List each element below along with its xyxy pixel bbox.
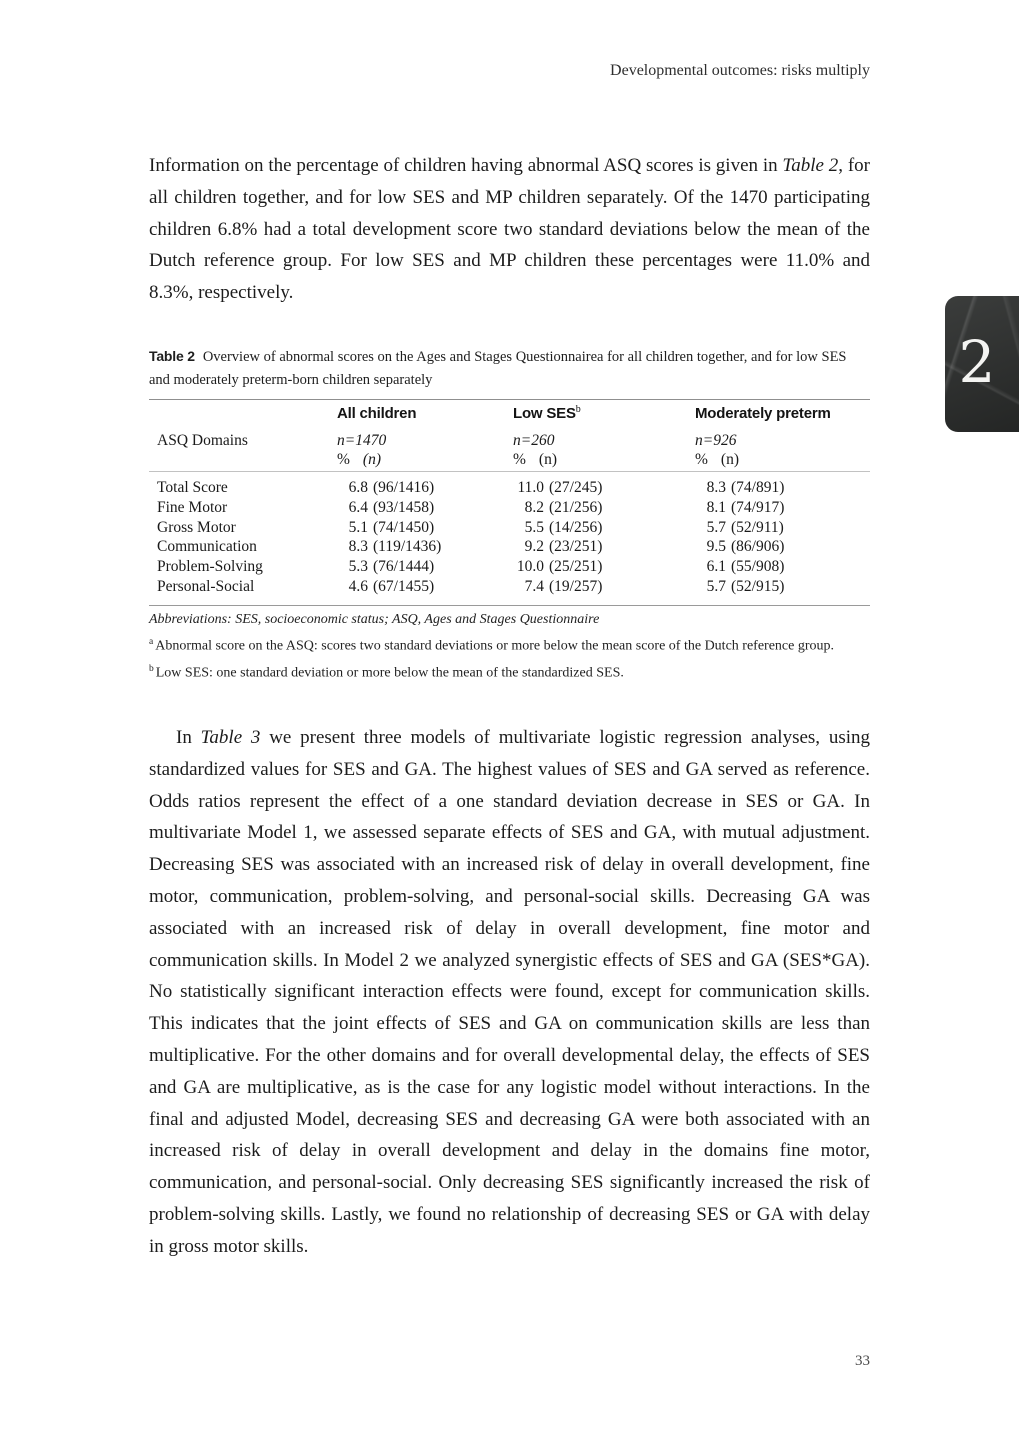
table-header xyxy=(149,399,870,472)
table-row: Fine Motor 6.4 (93/1458) 8.2 (21/256) 8.1 (74/917) xyxy=(157,498,785,516)
footnote-b-marker: b xyxy=(149,664,154,675)
table-row: Communication 8.3 (119/1436) 9.2 (23/251) 9.5 (86/906) xyxy=(157,538,785,556)
sample-size-row xyxy=(149,432,870,450)
low-ses-footnote-marker: b xyxy=(575,404,581,415)
unit-row xyxy=(149,451,870,469)
chapter-number: 2 xyxy=(958,328,996,396)
column-header-row xyxy=(149,404,870,422)
abbreviations-note: Abbreviations: SES, socioeconomic status; ASQ, Ages and Stages Questionnaire xyxy=(149,612,600,627)
paragraph1-text-start: Information on the percentage of children having abnormal ASQ scores is given in xyxy=(149,155,783,176)
asq-abnormal-scores-table xyxy=(149,399,870,606)
column-header-low-ses: Low SES$^b$ xyxy=(513,404,581,422)
unit-moderately-preterm: % (n) xyxy=(695,451,739,468)
row-header-asq-domains: ASQ Domains xyxy=(157,432,248,449)
chapter-tab xyxy=(945,296,1019,432)
unit-all-children: % (n) xyxy=(337,451,381,468)
table3-reference: Table 3 xyxy=(200,727,261,748)
table-body xyxy=(149,472,870,606)
column-header-all-children: All children xyxy=(337,405,417,422)
running-head: Developmental outcomes: risks multiply xyxy=(610,62,870,79)
table2-caption-label: Table 2 xyxy=(149,348,195,364)
paragraph1-text-rest: , for all children together, and for low SES and MP children separately. Of the 1470 participating children 6.8% had a total development score two standard deviations below the mean of the Dutch reference group. For low SES and MP children these percentages were 11.0% and 8.3%, respectively. xyxy=(149,155,870,304)
n-all-children: n=1470 xyxy=(337,432,387,449)
paragraph2-text-start: In xyxy=(176,727,201,748)
footnote-b: $^b$ Low SES: one standard deviation or more below the mean of the standardized SES. xyxy=(149,664,624,681)
n-moderately-preterm: n=926 xyxy=(695,432,737,449)
table-row: Total Score 6.8 (96/1416) 11.0 (27/245) 8.3 (74/891) xyxy=(157,479,785,496)
paragraph-asq-percentages xyxy=(149,150,870,309)
column-header-moderately-preterm: Moderately preterm xyxy=(695,405,831,422)
table-row: Problem-Solving 5.3 (76/1444) 10.0 (25/251) 6.1 (55/908) xyxy=(157,558,785,576)
table2-reference: Table 2 xyxy=(782,155,839,176)
table2-caption xyxy=(149,345,870,392)
table-footnotes xyxy=(149,609,870,685)
paragraph-table3-models xyxy=(149,722,870,1263)
footnote-a: $^a$ Abnormal score on the ASQ: scores two standard deviations or more below the mean score of the Dutch reference group. xyxy=(149,637,835,654)
unit-low-ses: % (n) xyxy=(513,451,557,468)
page-number: 33 xyxy=(855,1353,870,1369)
table2-caption-text: Overview of abnormal scores on the Ages and Stages Questionnairea for all children together, and for low SES and moderately preterm-born children separately xyxy=(149,349,847,388)
n-low-ses: n=260 xyxy=(513,432,555,449)
table-row: Personal-Social 4.6 (67/1455) 7.4 (19/257) 5.7 (52/915) xyxy=(157,577,785,595)
footnote-a-marker: a xyxy=(149,637,154,648)
table-row: Gross Motor 5.1 (74/1450) 5.5 (14/256) 5.7 (52/911) xyxy=(157,518,784,536)
paragraph2-text-rest: we present three models of multivariate logistic regression analyses, using standardized values for SES and GA. The highest values of SES and GA served as reference. Odds ratios represent the effect of a one standard deviation decrease in SES or GA. In multivariate Model 1, we assessed separate effects of SES and GA, with mutual adjustment. Decreasing SES was associated with an increased risk of delay in overall development, fine motor, communication, problem-solving, and personal-social skills. Decreasing GA was associated with an increased risk of delay in overall development, fine motor and communication skills. In Model 2 we analyzed synergistic effects of SES and GA (SES*GA). No statistically significant interaction effects were found, except for communication skills. This indicates that the joint effects of SES and GA on communication skills are less than multiplicative. For the other domains and for overall developmental delay, the effects of SES and GA are multiplicative, as is the case for any logistic model without interactions. In the final and adjusted Model, decreasing SES and decreasing GA were both associated with an increased risk of delay in overall development and delay in the domains fine motor, communication, and personal-social. Only decreasing SES significantly increased the risk of problem-solving skills. Lastly, we found no relationship of decreasing SES or GA with delay in gross motor skills. xyxy=(149,727,870,1257)
